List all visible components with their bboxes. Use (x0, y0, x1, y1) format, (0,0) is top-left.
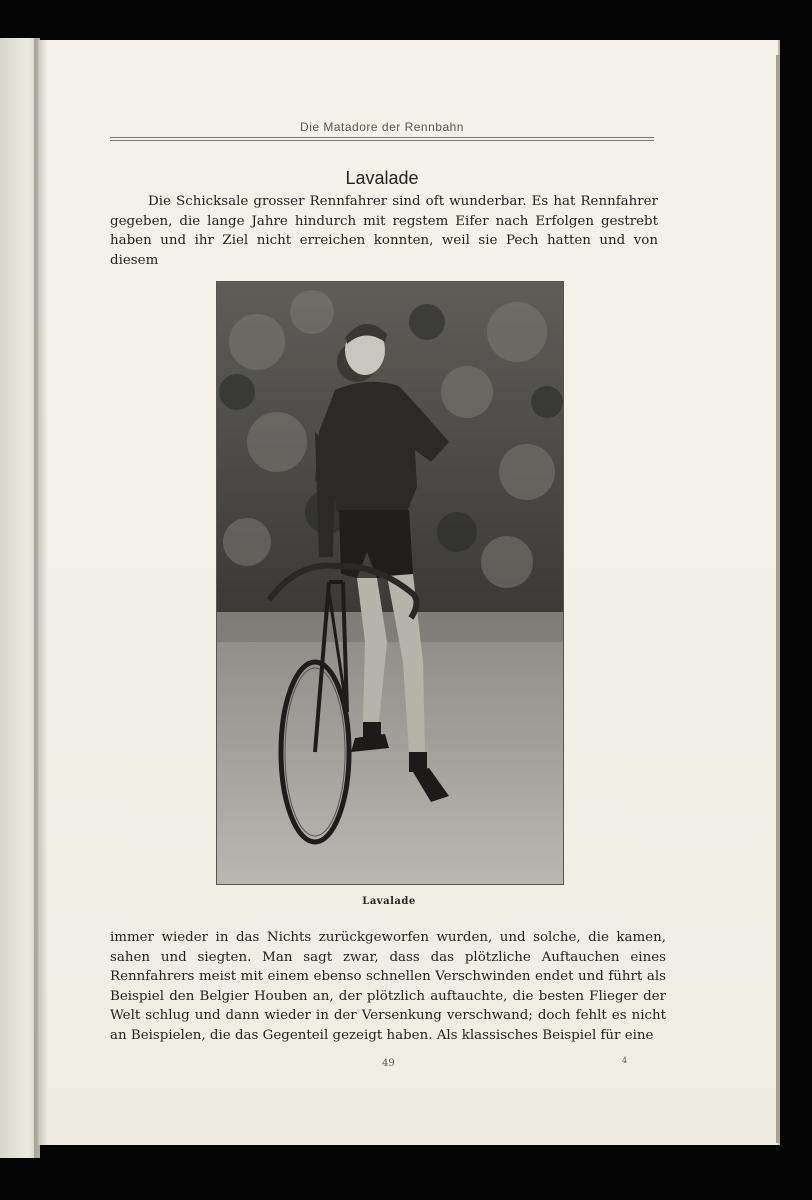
header-rule-bottom (110, 140, 654, 141)
photo-caption: Lavalade (362, 896, 416, 907)
running-head: Die Matadore der Rennbahn (300, 120, 464, 134)
chapter-title: Lavalade (345, 168, 419, 188)
page-number: 49 (382, 1058, 395, 1069)
signature-mark: 4 (622, 1056, 628, 1065)
paragraph-top: Die Schicksale grosser Rennfahrer sind oft wunderbar. Es hat Rennfahrer gegeben, die lange Jahre hindurch mit regstem Eifer nach Erfolgen gestrebt haben und ihr Ziel nicht erreichen konnten, weil sie Pech hatten und von diesem (110, 194, 658, 268)
header-rule-top (110, 137, 654, 138)
paragraph-bottom: immer wieder in das Nichts zurückgeworfen wurden, und solche, die kamen, sahen und siegten. Man sagt zwar, dass das plötzliche Auftauchen eines Rennfahrers meist mit einem ebenso schnellen Verschwinden endet und führt als Beispiel den Belgier Houben an, der plötzlich auftauchte, die besten Flieger der Welt schlug und dann wieder in der Versenkung verschwand; doch fehlt es nicht an Beispielen, die das Gegenteil gezeigt haben. Als klassisches Beispiel für eine (110, 930, 666, 1043)
cyclist-photograph (216, 281, 564, 885)
spine-shadow (34, 38, 48, 1158)
